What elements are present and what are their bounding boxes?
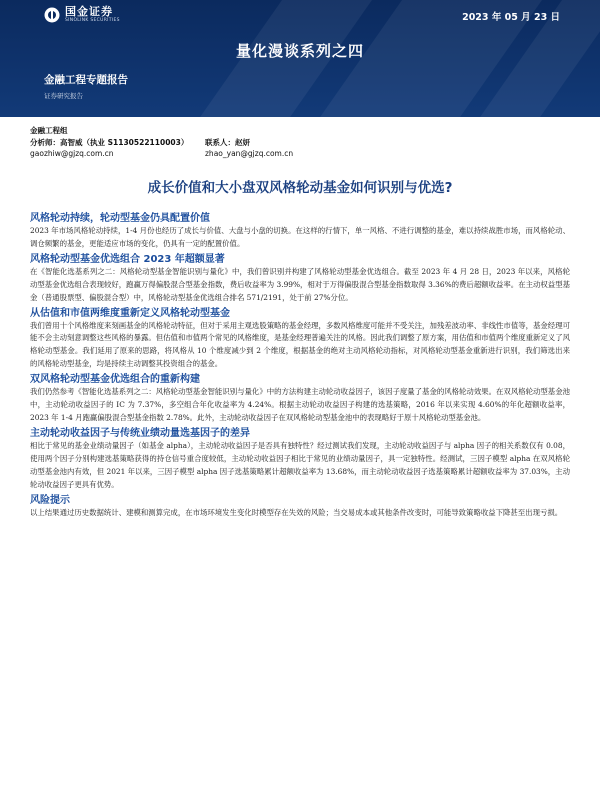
logo-text-en: SINOLINK SECURITIES	[65, 18, 120, 23]
section-heading: 双风格轮动型基金优选组合的重新构建	[30, 374, 200, 386]
report-subtitle: 证券研究报告	[44, 92, 83, 100]
logo-text-cn: 国金证券	[65, 5, 113, 18]
section-paragraph: 以上结果通过历史数据统计、建模和测算完成，在市场环境发生变化时模型存在失效的风险；当交易成本或其他条件改变时，可能导致策略收益下降甚至出现亏损。	[30, 507, 563, 517]
report-title: 成长价值和大小盘双风格轮动基金如何识别与优选?	[147, 180, 453, 196]
report-type: 金融工程专题报告	[44, 74, 128, 86]
report-body	[30, 210, 570, 520]
section-heading: 风险提示	[30, 494, 70, 506]
contact-info: 联系人：赵妍	[205, 137, 250, 147]
section-heading: 主动轮动收益因子与传统业绩动量选基因子的差异	[30, 427, 250, 439]
series-title: 量化漫谈系列之四	[235, 42, 364, 60]
header-banner	[0, 0, 600, 117]
company-logo	[44, 6, 120, 24]
contact-email[interactable]: zhao_yan@gjzq.com.cn	[205, 149, 294, 158]
section-paragraph: 2023 年市场风格轮动持续，1-4 月份也经历了成长与价值、大盘与小盘的切换。在这样的行情下，单一风格、不进行调整的基金，难以持续战胜市场，而风格轮动、调仓频繁的基金，更能适应市场的变化，仍具有一定的配置价值。	[30, 226, 570, 248]
analyst-info: 分析师：高智威（执业 S1130522110003）	[30, 137, 189, 147]
section-heading: 风格轮动型基金优选组合 2023 年超额显著	[30, 253, 225, 265]
group-name: 金融工程组	[30, 126, 68, 135]
section-paragraph: 我们仍然参考《智能化选基系列之二：风格轮动型基金智能识别与量化》中的方法构建主动轮动收益因子，该因子度量了基金的风格轮动效果。在双风格轮动型基金池中，主动轮动收益因子的 IC 为 7.37%，多空组合年化收益率为 4.24%。根据主动轮动收益因子构建的选基策略，2016 年以来实现 4.60%的年化超额收益率，2023 年 1-4 月跑赢偏股混合型基金指数 2.78%。此外，主动轮动收益因子在双风格轮动型基金池中的表现略好于原十风格轮动型基金池。	[30, 387, 570, 422]
analyst-email[interactable]: gaozhiw@gjzq.com.cn	[30, 149, 114, 158]
author-info	[30, 125, 570, 160]
report-date: 2023 年 05 月 23 日	[462, 12, 560, 23]
section-heading: 从估值和市值两维度重新定义风格轮动型基金	[30, 307, 230, 319]
logo-mark-icon	[44, 7, 60, 23]
section-paragraph: 相比于常见的基金业绩动量因子（如基金 alpha），主动轮动收益因子是否具有独特性？经过测试我们发现，主动轮动收益因子与 alpha 因子的相关系数仅有 0.08，使用两个因子分别构建选基策略获得的持仓信号重合度较低，主动轮动收益因子相比于常见的业绩动量因子，具一定独特性。经测试，三因子模型 alpha 在双风格轮动型基金池内有效，但 2021 年以来，三因子模型 alpha 因子选基策略累计超额收益率为 13.68%，而主动轮动收益因子选基策略累计超额收益率为 37.03%，主动轮动收益因子更具有优势。	[30, 440, 570, 489]
section-paragraph: 我们曾用十个风格维度来刻画基金的风格轮动特征，但对于采用主观选股策略的基金经理，多数风格维度可能并不受关注，加残差波动率、非线性市值等，基金经理可能不会主动刻意调整这些风格的暴露。但估值和市值两个常见的风格维度，是基金经理普遍关注的风格。因此我们调整了原方案，用估值和市值两个维度重新定义了风格轮动型基金。我们延用了原来的思路，将风格从 10 个维度减少到 2 个维度，根据基金的绝对主动风格轮动指标，对风格轮动型基金重新进行识别，我们筛选出来的风格轮动型基金，均是持续主动调整其投资组合的基金。	[30, 320, 570, 369]
section-heading: 风格轮动持续，轮动型基金仍具配置价值	[30, 213, 210, 224]
section-paragraph: 在《智能化选基系列之二：风格轮动型基金智能识别与量化》中，我们曾识别并构建了风格轮动型基金优选组合。截至 2023 年 4 月 28 日，2023 年以来，风格轮动型基金优选组合表现较好，跑赢万得偏股混合型基金指数，费后收益率为 3.99%，相对于万得偏股混合型基金指数取得 3.36%的费后超额收益率。在主动权益型基金（普通股票型、偏股混合型）中，风格轮动型基金优选组合排名 571/2191，处于前 27%分位。	[30, 266, 570, 302]
